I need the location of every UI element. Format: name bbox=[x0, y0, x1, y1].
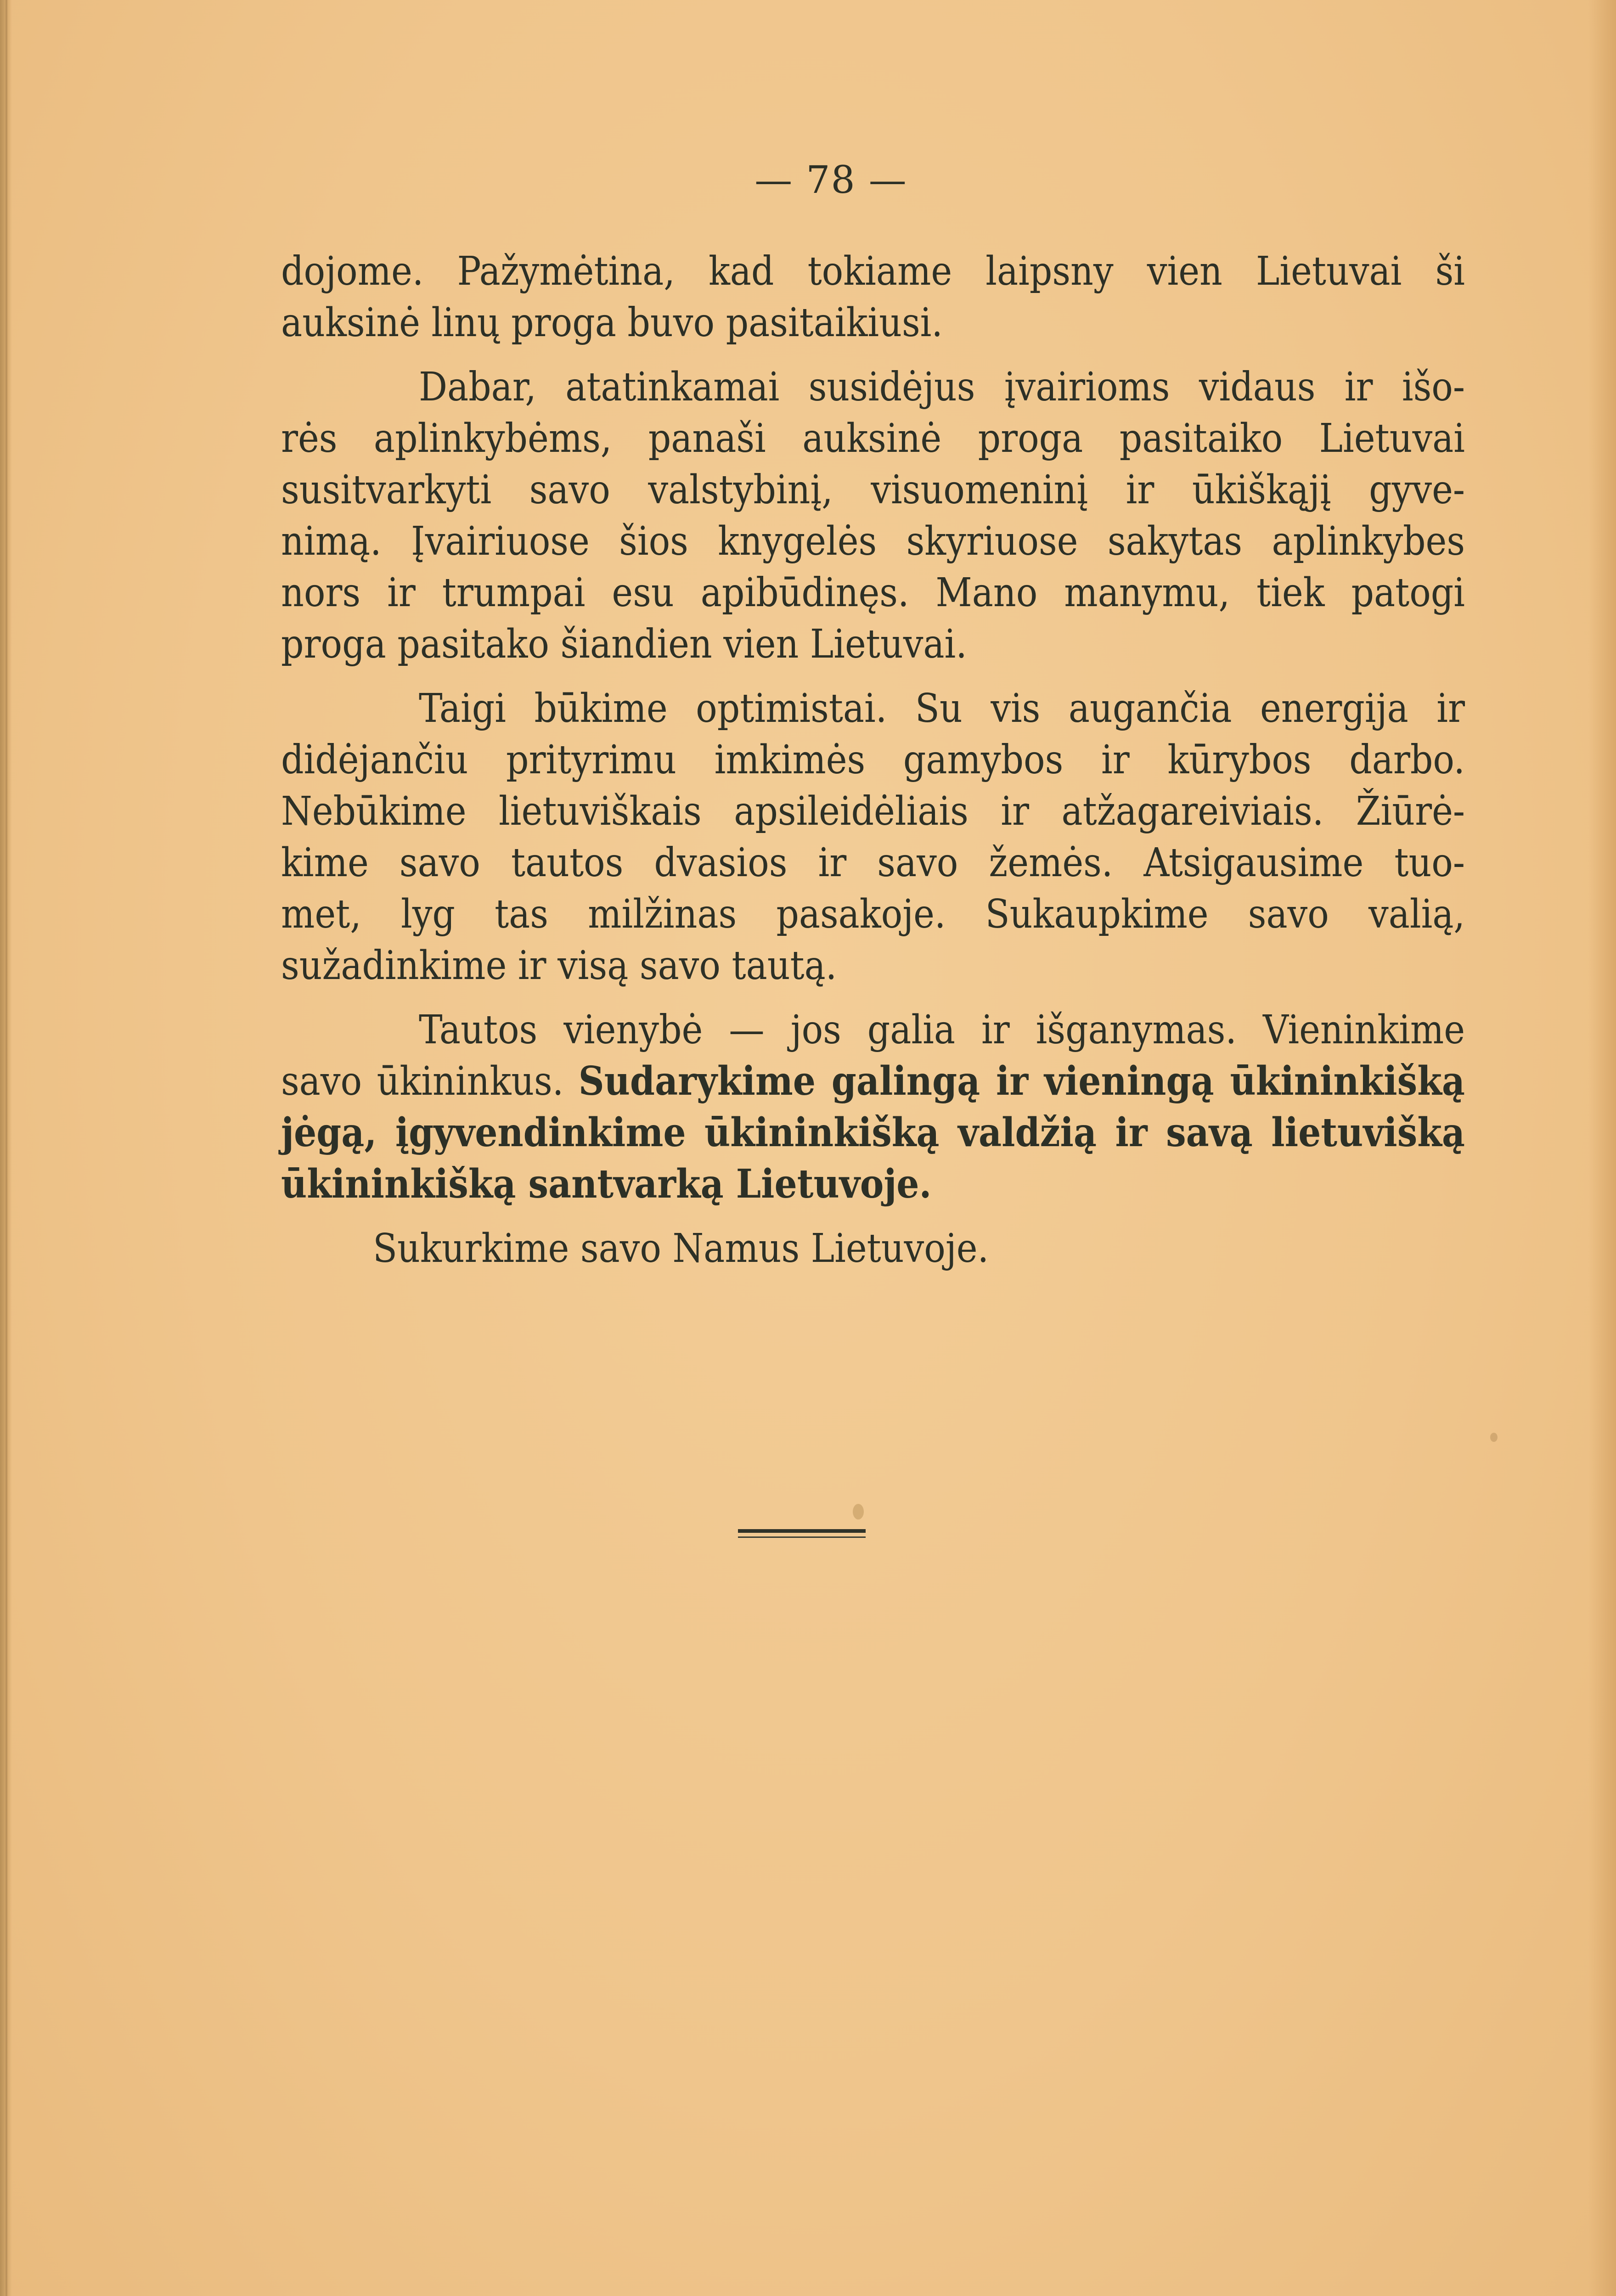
end-of-chapter-rule bbox=[738, 1529, 866, 1538]
page-edge-shadow bbox=[1588, 0, 1616, 2296]
paragraph-2 bbox=[281, 361, 1465, 670]
rule-thin-line bbox=[738, 1536, 866, 1538]
text-line bbox=[281, 1056, 1465, 1107]
text-line: dojome. Pažymėtina, kad tokiame laipsny vien Lietuvai ši bbox=[281, 248, 1465, 294]
text-line: met, lyg tas milžinas pasakoje. Sukaupkime savo valią, bbox=[281, 891, 1465, 937]
text-line: proga pasitako šiandien vien Lietuvai. bbox=[281, 621, 967, 667]
text-line: Taigi būkime optimistai. Su vis augančia energija ir bbox=[419, 686, 1465, 732]
paper-stain bbox=[853, 1504, 864, 1519]
text-line: Sukurkime savo Namus Lietuvoje. bbox=[373, 1226, 989, 1272]
text-line: sužadinkime ir visą savo tautą. bbox=[281, 943, 837, 989]
text-line: Dabar, atatinkamai susidėjus įvairioms vidaus ir išo- bbox=[419, 364, 1465, 410]
text-line: kime savo tautos dvasios ir savo žemės. Atsigausime tuo- bbox=[281, 840, 1465, 886]
text-line: nimą. Įvairiuose šios knygelės skyriuose sakytas aplinkybes bbox=[281, 518, 1465, 564]
paragraph-4 bbox=[281, 1004, 1465, 1210]
emphasized-text: Sudarykime galingą ir vieningą ūkininkišką bbox=[578, 1058, 1465, 1104]
page-binding-line bbox=[6, 0, 7, 2296]
text-segment: savo ūkininkus. bbox=[281, 1058, 579, 1104]
paragraph-1 bbox=[281, 246, 1465, 349]
emphasized-text-line: ūkininkišką santvarką Lietuvoje. bbox=[281, 1161, 932, 1207]
paragraph-3 bbox=[281, 683, 1465, 991]
paper-stain bbox=[1490, 1433, 1498, 1442]
text-line: nors ir trumpai esu apibūdinęs. Mano manymu, tiek patogi bbox=[281, 570, 1465, 616]
emphasized-text-line: jėgą, įgyvendinkime ūkininkišką valdžią ir savą lietuvišką bbox=[281, 1109, 1465, 1156]
page-number: — 78 — bbox=[755, 158, 907, 202]
text-line: auksinė linų proga buvo pasitaikiusi. bbox=[281, 300, 943, 346]
body-text bbox=[281, 246, 1465, 1287]
text-line: Nebūkime lietuviškais apsileidėliais ir atžagareiviais. Žiūrė- bbox=[281, 788, 1465, 834]
text-line: rės aplinkybėms, panaši auksinė proga pasitaiko Lietuvai bbox=[281, 416, 1465, 461]
text-line: Tautos vienybė — jos galia ir išganymas. Vieninkime bbox=[419, 1007, 1465, 1053]
text-line: susitvarkyti savo valstybinį, visuomeninį ir ūkiškąjį gyve- bbox=[281, 467, 1465, 513]
closing-line bbox=[281, 1223, 1465, 1274]
rule-thick-line bbox=[738, 1529, 866, 1533]
text-line: didėjančiu prityrimu imkimės gamybos ir kūrybos darbo. bbox=[281, 737, 1465, 783]
